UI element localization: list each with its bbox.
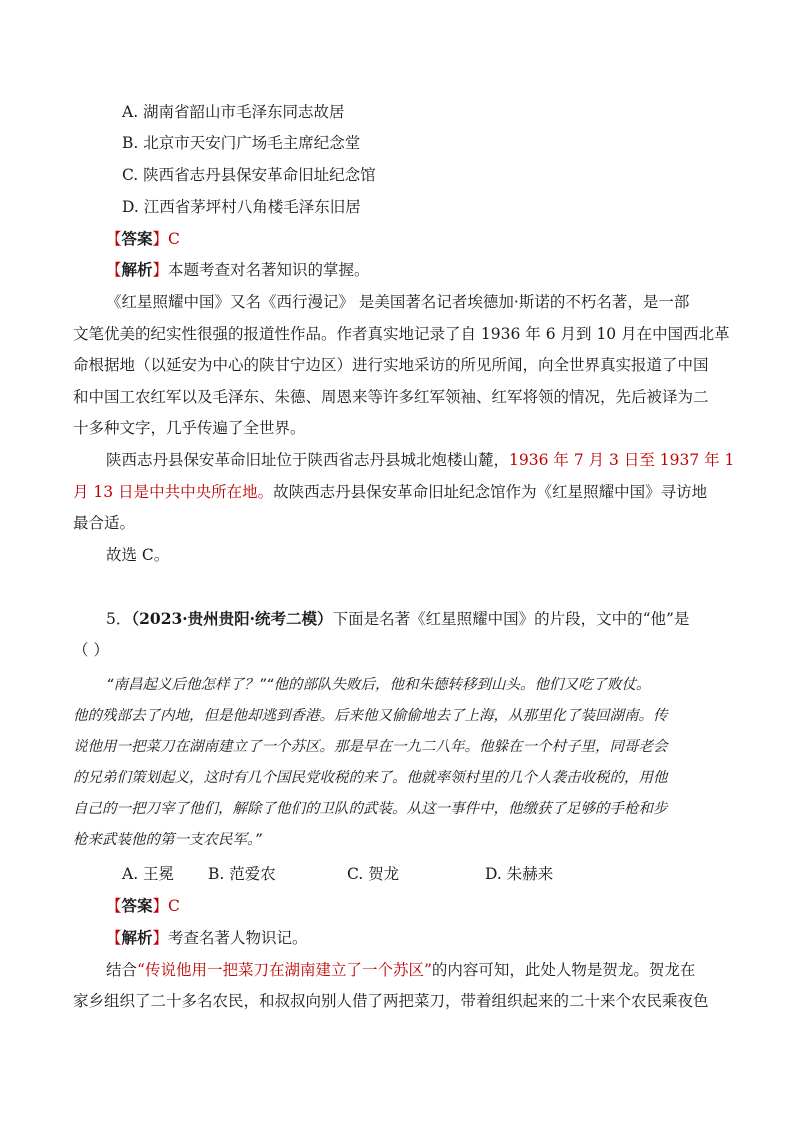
answer-value: C [168, 897, 180, 915]
q5-passage-line3: 说他用一把菜刀在湖南建立了一个苏区。那是早在一九二八年。他躲在一个村子里，同哥老会 [73, 739, 668, 755]
q5-stem-text: 下面是名著《红星照耀中国》的片段，文中的“他”是 [332, 610, 690, 628]
q5-answer [106, 896, 180, 916]
q5-para1-post: 的内容可知，此处人物是贺龙。贺龙在 [431, 961, 696, 979]
answer-bracket-open: 【 [106, 230, 122, 248]
q5-analysis [106, 928, 308, 948]
q5-option-b: B. 范爱农 [208, 865, 276, 883]
q4-option-d: D. 江西省茅坪村八角楼毛泽东旧居 [122, 198, 361, 216]
answer-bracket-close: 】 [152, 897, 169, 915]
analysis-bracket-close: 】 [152, 261, 169, 279]
q4-para2-line1-date: 1936 年 7 月 3 日至 1937 年 1 [509, 451, 735, 469]
q5-para1-line2: 家乡组织了二十多名农民，和叔叔向别人借了两把菜刀，带着组织起来的二十来个农民乘夜色 [73, 992, 709, 1010]
q5-passage-line6: 枪来武装他的第一支农民军。” [73, 832, 262, 848]
q5-passage-line4: 的兄弟们策划起义，这时有几个国民党收税的来了。他就率领村里的几个人袭击收税的，用他 [73, 770, 668, 786]
q4-para1-line5: 十多种文字，几乎传遍了全世界。 [73, 419, 306, 437]
q5-stem-line2: （ ） [73, 641, 109, 659]
q4-para2-line2-date: 月 13 日是中共中央所在地。 [73, 483, 274, 501]
q4-para1-line3: 命根据地（以延安为中心的陕甘宁边区）进行实地采访的所见所闻，向全世界真实报道了中国 [73, 356, 709, 374]
q5-option-a: A. 王冕 [122, 865, 175, 883]
q4-para1-line1: 《红星照耀中国》又名《西行漫记》 是美国著名记者埃德加·斯诺的不朽名著，是一部 [106, 293, 690, 311]
q5-source: （2023·贵州贵阳·统考二模） [131, 609, 333, 628]
q4-answer [106, 229, 180, 249]
q5-option-c: C. 贺龙 [347, 865, 400, 883]
q5-passage-line2: 他的残部去了内地，但是他却逃到香港。后来他又偷偷地去了上海，从那里化了装回湖南。传 [73, 708, 668, 724]
answer-label: 答案 [121, 229, 153, 248]
analysis-intro: 本题考查对名著知识的掌握。 [168, 261, 370, 279]
q4-analysis [106, 260, 370, 280]
q4-para1-line4: 和中国工农红军以及毛泽东、朱德、周恩来等许多红军领袖、红军将领的情况，先后被译为二 [73, 388, 709, 406]
q5-para1-quote: “传说他用一把菜刀在湖南建立了一个苏区” [137, 961, 432, 979]
answer-bracket-close: 】 [152, 230, 169, 248]
analysis-bracket-open: 【 [106, 261, 122, 279]
q4-option-b: B. 北京市天安门广场毛主席纪念堂 [122, 134, 361, 152]
analysis-bracket-close: 】 [152, 929, 169, 947]
q5-para1-line1 [106, 960, 695, 980]
q4-option-a: A. 湖南省韶山市毛泽东同志故居 [122, 103, 345, 121]
q4-para2-line1-main: 陕西志丹县保安革命旧址位于陕西省志丹县城北炮楼山麓， [106, 451, 510, 469]
q5-para1-pre: 结合 [106, 961, 138, 979]
q5-number: 5． [106, 610, 132, 628]
q4-para2-line3: 最合适。 [73, 514, 136, 532]
q4-para1-line2: 文笔优美的纪实性很强的报道性作品。作者真实地记录了自 1936 年 6 月到 10 月在中国西北革 [73, 325, 730, 343]
q4-option-c: C. 陕西省志丹县保安革命旧址纪念馆 [122, 166, 376, 184]
answer-value: C [168, 230, 180, 248]
analysis-label: 解析 [121, 928, 153, 947]
q4-conclusion: 故选 C。 [106, 546, 170, 564]
analysis-bracket-open: 【 [106, 929, 122, 947]
q4-para2-line2-main: 故陕西志丹县保安革命旧址纪念馆作为《红星照耀中国》寻访地 [273, 483, 708, 501]
q5-option-d: D. 朱赫来 [485, 865, 554, 883]
q5-passage-line1: “南昌起义后他怎样了？”“他的部队失败后，他和朱德转移到山头。他们又吃了败仗。 [106, 677, 651, 693]
q5-passage-line5: 自己的一把刀宰了他们，解除了他们的卫队的武装。从这一事件中，他缴获了足够的手枪和步 [73, 801, 668, 817]
analysis-intro: 考查名著人物识记。 [168, 929, 308, 947]
answer-label: 答案 [121, 896, 153, 915]
q4-para2-line1 [106, 450, 734, 470]
analysis-label: 解析 [121, 260, 153, 279]
q5-stem-line1 [106, 609, 689, 629]
q4-para2-line2 [73, 482, 707, 502]
answer-bracket-open: 【 [106, 897, 122, 915]
